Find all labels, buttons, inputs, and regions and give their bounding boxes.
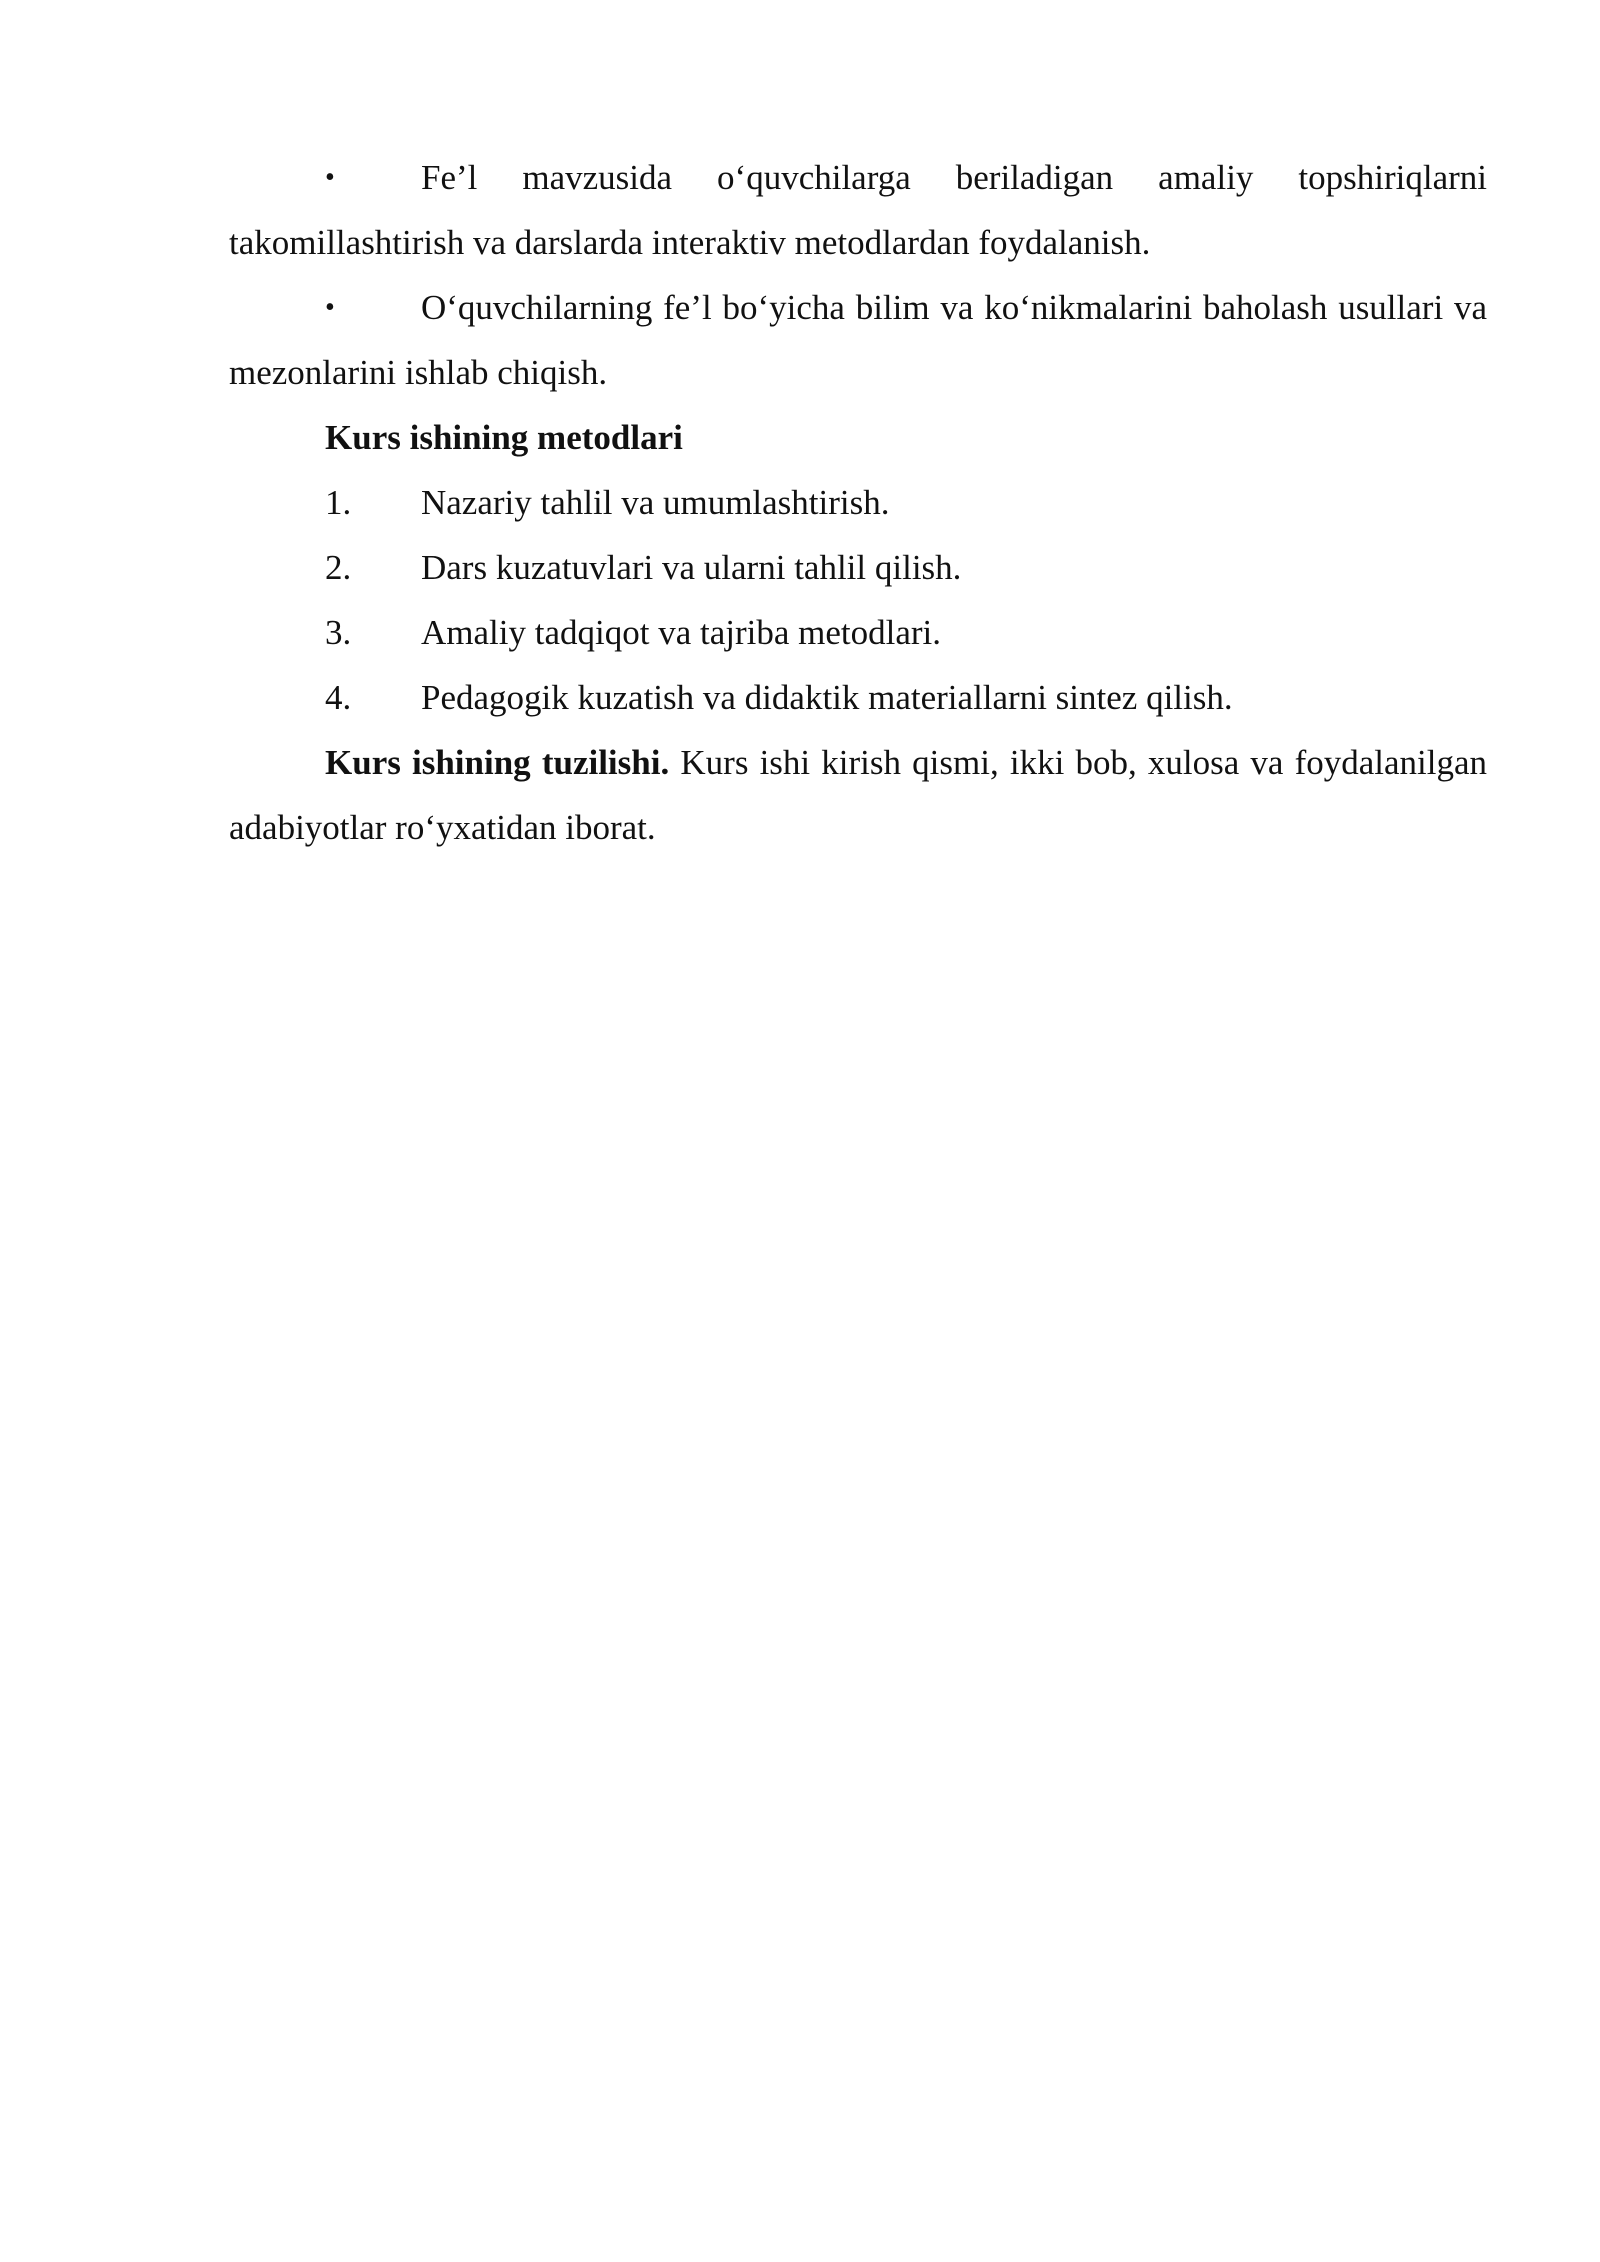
method-text: Dars kuzatuvlari va ularni tahlil qilish. [421,548,962,587]
method-item [229,665,1487,730]
structure-text: Kurs ishi kirish qismi, ikki bob, xulosa va foydalanilgan adabiyotlar ro‘yxatidan iborat. [229,743,1488,847]
method-number: 2. [325,548,352,587]
method-text: Pedagogik kuzatish va didaktik materiallarni sintez qilish. [421,678,1233,717]
bullet-marker: • [325,162,335,193]
method-number: 3. [325,613,352,652]
bullet-text: Fe’l mavzusida o‘quvchilarga beriladigan amaliy topshiriqlarni takomillashtirish va darslarda interaktiv metodlardan foydalanish. [229,158,1487,262]
bullet-item [229,145,1487,275]
method-item [229,470,1487,535]
bullet-text: O‘quvchilarning fe’l bo‘yicha bilim va ko‘nikmalarini baholash usullari va mezonlarini ishlab chiqish. [229,288,1487,392]
page-content [229,145,1487,860]
bullet-item [229,275,1487,405]
bullet-marker: • [325,292,335,323]
methods-heading: Kurs ishining metodlari [325,418,683,457]
structure-paragraph [229,730,1487,860]
method-text: Amaliy tadqiqot va tajriba metodlari. [421,613,941,652]
method-number: 1. [325,483,352,522]
method-item [229,600,1487,665]
method-item [229,535,1487,600]
method-text: Nazariy tahlil va umumlashtirish. [421,483,890,522]
method-number: 4. [325,678,352,717]
structure-label: Kurs ishining tuzilishi. [325,743,670,782]
